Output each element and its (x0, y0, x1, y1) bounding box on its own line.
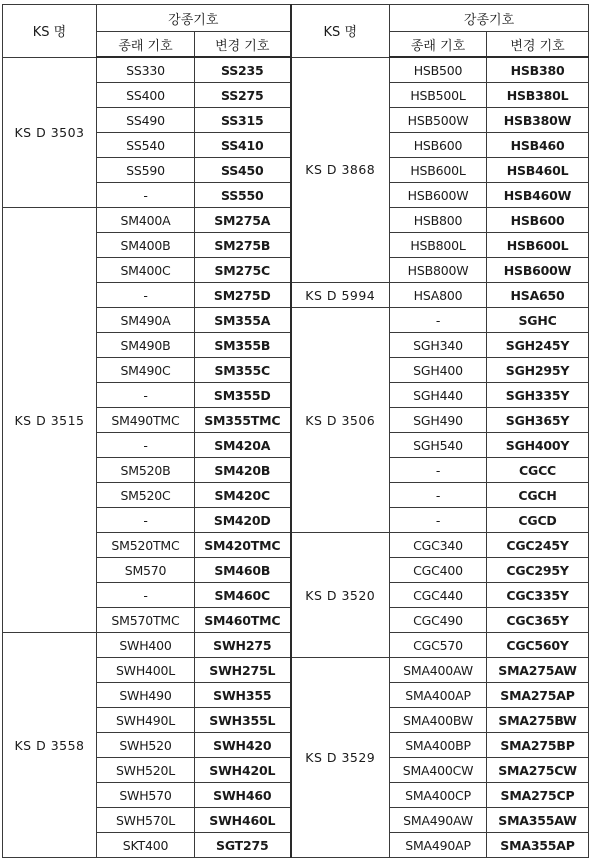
old-symbol-cell: HSB600W (390, 183, 487, 208)
ks-standard-cell: KS D 3503 (3, 57, 97, 208)
new-symbol-cell: CGC365Y (487, 608, 589, 633)
new-symbol-cell: SM355C (195, 358, 291, 383)
old-symbol-cell: CGC340 (390, 533, 487, 558)
new-symbol-cell: SM420B (195, 458, 291, 483)
new-symbol-cell: SS550 (195, 183, 291, 208)
old-symbol-cell: CGC400 (390, 558, 487, 583)
new-symbol-cell: SM420A (195, 433, 291, 458)
old-symbol-cell: - (97, 383, 195, 408)
old-symbol-cell: SWH490 (97, 683, 195, 708)
new-symbol-cell: HSB380 (487, 57, 589, 83)
new-symbol-cell: SS410 (195, 133, 291, 158)
old-symbol-cell: SGH540 (390, 433, 487, 458)
new-symbol-cell: SM460B (195, 558, 291, 583)
old-symbol-cell: HSB800 (390, 208, 487, 233)
old-symbol-header-right: 종래 기호 (390, 32, 487, 58)
old-symbol-cell: SM490B (97, 333, 195, 358)
new-symbol-cell: SS315 (195, 108, 291, 133)
new-symbol-cell: CGCC (487, 458, 589, 483)
new-symbol-cell: SWH275 (195, 633, 291, 658)
old-symbol-cell: - (97, 283, 195, 308)
old-symbol-cell: SMA400CP (390, 783, 487, 808)
old-symbol-cell: HSB600 (390, 133, 487, 158)
new-symbol-cell: SM275D (195, 283, 291, 308)
new-symbol-cell: HSB380W (487, 108, 589, 133)
new-symbol-cell: SWH275L (195, 658, 291, 683)
new-symbol-cell: CGCD (487, 508, 589, 533)
grade-symbol-header-right: 강종기호 (390, 5, 589, 32)
ks-standard-cell: KS D 3529 (291, 658, 390, 858)
old-symbol-cell: SMA400AP (390, 683, 487, 708)
old-symbol-cell: SGH340 (390, 333, 487, 358)
ks-name-header-right: KS 명 (291, 5, 390, 58)
new-symbol-cell: SGT275 (195, 833, 291, 858)
new-symbol-cell: SMA275AW (487, 658, 589, 683)
table-body (3, 57, 589, 858)
old-symbol-cell: SGH400 (390, 358, 487, 383)
new-symbol-cell: SMA275BW (487, 708, 589, 733)
old-symbol-cell: SMA400AW (390, 658, 487, 683)
new-symbol-cell: HSB600L (487, 233, 589, 258)
old-symbol-cell: SMA400BP (390, 733, 487, 758)
old-symbol-cell: SM570TMC (97, 608, 195, 633)
old-symbol-cell: - (97, 583, 195, 608)
new-symbol-cell: SMA275CW (487, 758, 589, 783)
new-symbol-cell: SWH420 (195, 733, 291, 758)
ks-name-header-left: KS 명 (3, 5, 97, 58)
old-symbol-cell: SM570 (97, 558, 195, 583)
new-symbol-cell: SMA275BP (487, 733, 589, 758)
new-symbol-cell: SM460C (195, 583, 291, 608)
old-symbol-cell: SM400C (97, 258, 195, 283)
old-symbol-cell: SWH520L (97, 758, 195, 783)
new-symbol-cell: SWH420L (195, 758, 291, 783)
old-symbol-cell: SWH570L (97, 808, 195, 833)
old-symbol-cell: SWH490L (97, 708, 195, 733)
new-symbol-cell: CGC560Y (487, 633, 589, 658)
grade-symbol-header-left: 강종기호 (97, 5, 291, 32)
old-symbol-cell: HSB500L (390, 83, 487, 108)
new-symbol-cell: SS450 (195, 158, 291, 183)
new-symbol-cell: HSB600W (487, 258, 589, 283)
ks-standard-cell: KS D 3520 (291, 533, 390, 658)
old-symbol-cell: SS540 (97, 133, 195, 158)
old-symbol-cell: SMA400BW (390, 708, 487, 733)
old-symbol-cell: - (390, 508, 487, 533)
old-symbol-cell: CGC490 (390, 608, 487, 633)
old-symbol-cell: SM490C (97, 358, 195, 383)
new-symbol-cell: SM355D (195, 383, 291, 408)
old-symbol-cell: SWH400L (97, 658, 195, 683)
old-symbol-cell: HSB500 (390, 57, 487, 83)
old-symbol-cell: SWH520 (97, 733, 195, 758)
new-symbol-cell: HSB380L (487, 83, 589, 108)
old-symbol-cell: SS400 (97, 83, 195, 108)
old-symbol-cell: - (97, 508, 195, 533)
new-symbol-cell: SGH295Y (487, 358, 589, 383)
old-symbol-cell: HSA800 (390, 283, 487, 308)
old-symbol-cell: SM400B (97, 233, 195, 258)
new-symbol-cell: HSB600 (487, 208, 589, 233)
new-symbol-cell: SM275C (195, 258, 291, 283)
old-symbol-cell: SM490TMC (97, 408, 195, 433)
new-symbol-cell: SGH400Y (487, 433, 589, 458)
old-symbol-cell: SWH570 (97, 783, 195, 808)
new-symbol-cell: SMA275AP (487, 683, 589, 708)
new-symbol-cell: CGCH (487, 483, 589, 508)
new-symbol-cell: CGC295Y (487, 558, 589, 583)
old-symbol-cell: - (390, 483, 487, 508)
old-symbol-cell: HSB600L (390, 158, 487, 183)
old-symbol-cell: SKT400 (97, 833, 195, 858)
steel-grade-table (2, 4, 589, 858)
new-symbol-cell: HSB460L (487, 158, 589, 183)
old-symbol-cell: - (97, 433, 195, 458)
new-symbol-cell: HSA650 (487, 283, 589, 308)
new-symbol-cell: SM420D (195, 508, 291, 533)
old-symbol-cell: SMA490AP (390, 833, 487, 858)
new-symbol-cell: SS275 (195, 83, 291, 108)
old-symbol-cell: SGH490 (390, 408, 487, 433)
old-symbol-cell: HSB500W (390, 108, 487, 133)
new-symbol-cell: SWH460 (195, 783, 291, 808)
ks-standard-cell: KS D 3868 (291, 57, 390, 283)
old-symbol-cell: SS490 (97, 108, 195, 133)
new-symbol-cell: HSB460W (487, 183, 589, 208)
new-symbol-cell: SGH365Y (487, 408, 589, 433)
new-symbol-cell: SWH355L (195, 708, 291, 733)
new-symbol-cell: SM355TMC (195, 408, 291, 433)
ks-standard-cell: KS D 3506 (291, 308, 390, 533)
old-symbol-cell: SWH400 (97, 633, 195, 658)
new-symbol-cell: SWH355 (195, 683, 291, 708)
old-symbol-cell: SM400A (97, 208, 195, 233)
new-symbol-cell: SWH460L (195, 808, 291, 833)
old-symbol-cell: SMA400CW (390, 758, 487, 783)
new-symbol-cell: CGC335Y (487, 583, 589, 608)
new-symbol-cell: SM355A (195, 308, 291, 333)
new-symbol-cell: SMA355AW (487, 808, 589, 833)
new-symbol-cell: SGHC (487, 308, 589, 333)
old-symbol-cell: - (390, 308, 487, 333)
old-symbol-cell: SS330 (97, 57, 195, 83)
old-symbol-cell: - (390, 458, 487, 483)
new-symbol-cell: SM275A (195, 208, 291, 233)
new-symbol-header-left: 변경 기호 (195, 32, 291, 58)
old-symbol-cell: SM520C (97, 483, 195, 508)
ks-standard-cell: KS D 3558 (3, 633, 97, 858)
old-symbol-cell: SM520B (97, 458, 195, 483)
new-symbol-cell: SGH335Y (487, 383, 589, 408)
new-symbol-cell: SS235 (195, 57, 291, 83)
ks-standard-cell: KS D 3515 (3, 208, 97, 633)
old-symbol-cell: HSB800L (390, 233, 487, 258)
new-symbol-cell: SM420TMC (195, 533, 291, 558)
table-row (3, 57, 589, 83)
header-row-1 (3, 5, 589, 32)
old-symbol-cell: SM490A (97, 308, 195, 333)
new-symbol-cell: SMA275CP (487, 783, 589, 808)
new-symbol-cell: SMA355AP (487, 833, 589, 858)
new-symbol-cell: CGC245Y (487, 533, 589, 558)
new-symbol-header-right: 변경 기호 (487, 32, 589, 58)
new-symbol-cell: SM355B (195, 333, 291, 358)
old-symbol-cell: SGH440 (390, 383, 487, 408)
old-symbol-cell: SS590 (97, 158, 195, 183)
old-symbol-header-left: 종래 기호 (97, 32, 195, 58)
old-symbol-cell: - (97, 183, 195, 208)
new-symbol-cell: SM460TMC (195, 608, 291, 633)
new-symbol-cell: SGH245Y (487, 333, 589, 358)
old-symbol-cell: CGC440 (390, 583, 487, 608)
new-symbol-cell: SM275B (195, 233, 291, 258)
old-symbol-cell: SMA490AW (390, 808, 487, 833)
old-symbol-cell: CGC570 (390, 633, 487, 658)
new-symbol-cell: HSB460 (487, 133, 589, 158)
old-symbol-cell: SM520TMC (97, 533, 195, 558)
new-symbol-cell: SM420C (195, 483, 291, 508)
old-symbol-cell: HSB800W (390, 258, 487, 283)
ks-standard-cell: KS D 5994 (291, 283, 390, 308)
